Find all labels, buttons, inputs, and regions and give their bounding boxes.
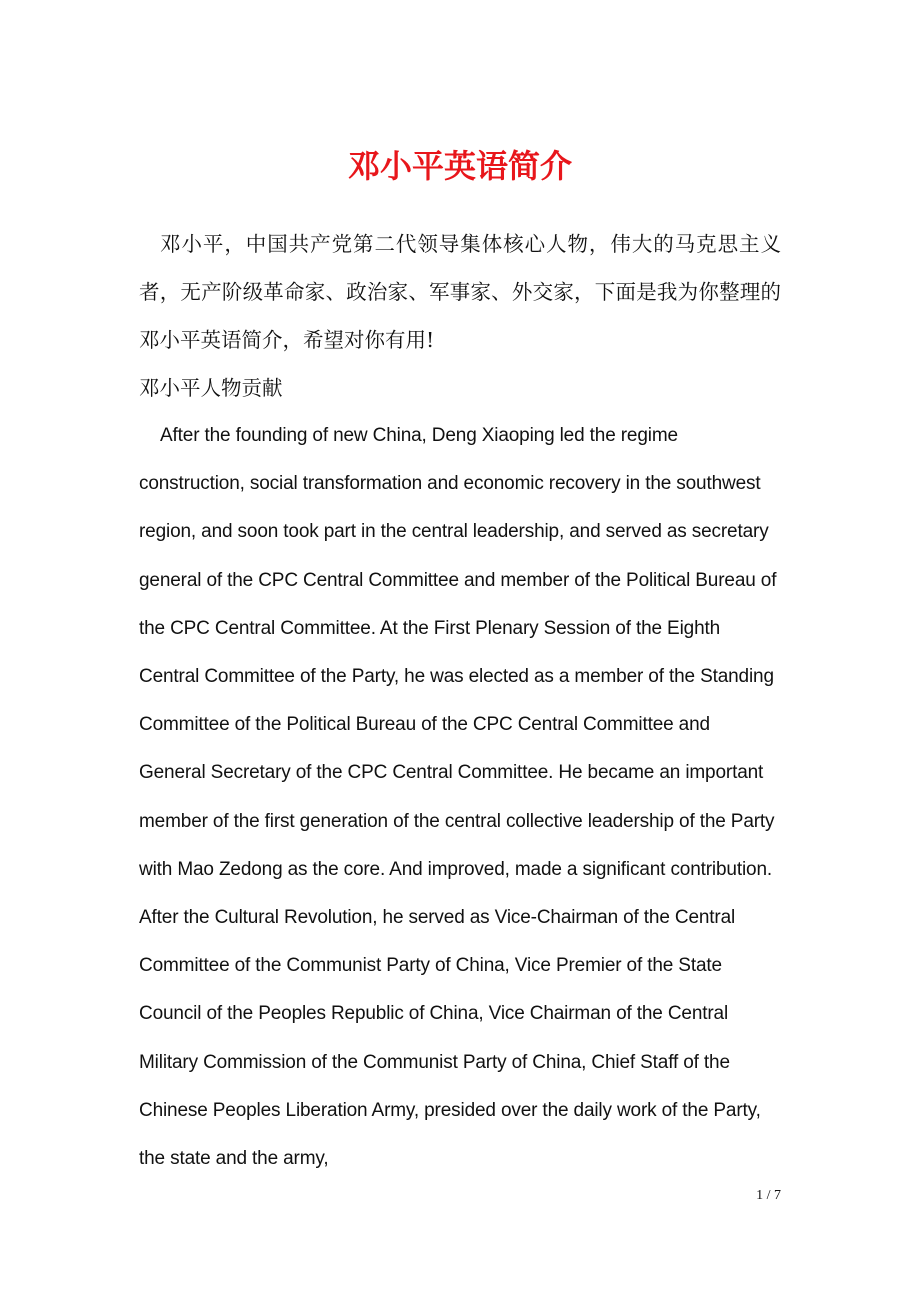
document-title: 邓小平英语简介 [347, 147, 572, 185]
document-body [139, 220, 781, 1183]
page-number: 1 / 7 [756, 1188, 781, 1203]
intro-paragraph: 邓小平，中国共产党第二代领导集体核心人物，伟大的马克思主义者，无产阶级革命家、政治家、军事家、外交家，下面是我为你整理的邓小平英语简介，希望对你有用! [139, 232, 781, 352]
section-heading: 邓小平人物贡献 [139, 376, 283, 400]
body-paragraph: After the founding of new China, Deng Xiaoping led the regime construction, social transformation and economic recovery in the southwest region, and soon took part in the central leadership, and served as secretary general of the CPC Central Committee and member of the Political Bureau of the CPC Central Committee. At the First Plenary Session of the Eighth Central Committee of the Party, he was elected as a member of the Standing Committee of the Political Bureau of the CPC Central Committee and General Secretary of the CPC Central Committee. He became an important member of the first generation of the central collective leadership of the Party with Mao Zedong as the core. And improved, made a significant contribution. After the Cultural Revolution, he served as Vice-Chairman of the Central Committee of the Communist Party of China, Vice Premier of the State Council of the Peoples Republic of China, Vice Chairman of the Central Military Commission of the Communist Party of China, Chief Staff of the Chinese Peoples Liberation Army, presided over the daily work of the Party, the state and the army, [139, 425, 777, 1170]
